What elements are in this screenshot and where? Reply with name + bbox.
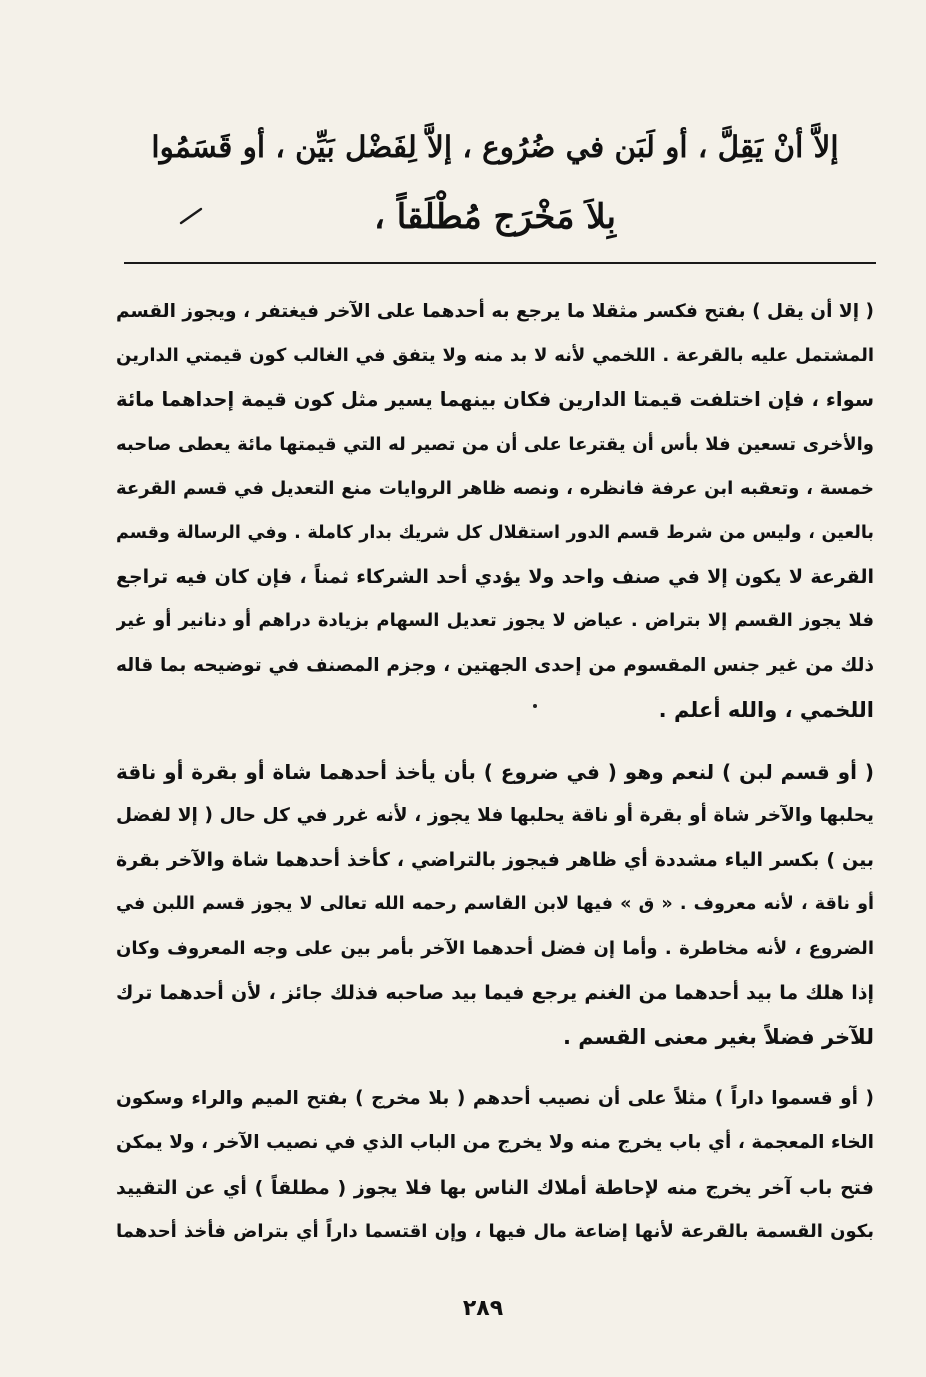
text-line: ( أو قسموا داراً ) مثلاً على أن نصيب أحدهم ( بلا مخرج ) بفتح الميم والراء وسكون [116, 1088, 874, 1110]
text-line: خمسة ، وتعقبه ابن عرفة فانظره ، ونصه ظاهر الروايات منع التعديل في قسم القرعة [116, 477, 874, 499]
text-line: الخاء المعجمة ، أي باب يخرج منه ولا يخرج من الباب الذي في نصيب الآخر ، ولا يمكن [116, 1132, 874, 1154]
verse-line: بِلاَ مَخْرَج مُطْلَقاً ، [373, 197, 617, 237]
pen-stroke-mark [178, 206, 204, 226]
text-line: إذا هلك ما بيد أحدهما من الغنم يرجع فيما بيد صاحبه فذلك جائز ، لأن أحدهما ترك [116, 981, 874, 1004]
verse-block [150, 112, 840, 252]
text-line: بالعين ، وليس من شرط قسم الدور استقلال كل شريك بدار كاملة . وفي الرسالة وقسم [116, 522, 874, 543]
text-line: اللخمي ، والله أعلم . [658, 697, 874, 722]
commentary-body [116, 290, 874, 1254]
text-line: ( أو قسم لبن ) لنعم وهو ( في ضروع ) بأن يأخذ أحدهما شاة أو بقرة أو ناقة [116, 759, 874, 784]
text-line: القرعة لا يكون إلا في صنف واحد ولا يؤدي أحد الشركاء ثمناً ، فإن كان فيه تراجع [116, 566, 874, 589]
ink-speck [533, 704, 537, 708]
text-line: ( إلا أن يقل ) بفتح فكسر مثقلا ما يرجع به أحدهما على الآخر فيغتفر ، ويجوز القسم [116, 301, 874, 322]
text-line: والأخرى تسعين فلا بأس أن يقترعا على أن من تصير له التي قيمتها مائة يعطى صاحبه [116, 433, 874, 455]
commentary-paragraph [116, 290, 874, 732]
commentary-paragraph [116, 1077, 874, 1254]
text-line: يحلبها والآخر شاة أو بقرة أو ناقة يحلبها فلا يجوز ، لأنه غرر في كل حال ( إلا لفضل [116, 805, 874, 827]
text-line: بكون القسمة بالقرعة لأنها إضاعة مال فيها ، وإن اقتسما داراً أي بتراض فأخذ أحدهما [116, 1220, 874, 1242]
page-number: ٢٨٩ [462, 1296, 504, 1321]
text-line: بين ) بكسر الياء مشددة أي ظاهر فيجوز بالتراضي ، كأخذ أحدهما شاة والآخر بقرة [116, 849, 874, 872]
text-line: سواء ، فإن اختلفت قيمتا الدارين فكان بينهما يسير مثل كون قيمة إحداهما مائة [116, 388, 874, 412]
text-line: أو ناقة ، لأنه معروف . « ق » فيها لابن القاسم رحمه الله تعالى لا يجوز قسم اللبن في [116, 894, 874, 915]
verse-line: إلاَّ أنْ يَقِلَّ ، أو لَبَن في ضُرُوع ، إلاَّ لِفَضْل بَيِّن ، أو قَسَمُوا [151, 129, 839, 164]
text-line: المشتمل عليه بالقرعة . اللخمي لأنه لا بد منه ولا يتفق في الغالب كون قيمتي الدارين [116, 345, 874, 367]
text-line: فتح باب آخر يخرج منه لإحاطة أملاك الناس بها فلا يجوز ( مطلقاً ) أي عن التقييد [116, 1176, 874, 1199]
section-divider [124, 262, 876, 264]
text-line: فلا يجوز القسم إلا بتراض . عياض لا يجوز تعديل السهام بزيادة دراهم أو دنانير أو غير [116, 610, 874, 632]
text-line: للآخر فضلاً بغير معنى القسم . [562, 1025, 874, 1049]
commentary-paragraph [116, 750, 874, 1059]
text-line: ذلك من غير جنس المقسوم من إحدى الجهتين ، وجزم المصنف في توضيحه بما قاله [116, 654, 874, 676]
text-line: الضروع ، لأنه مخاطرة . وأما إن فضل أحدهما الآخر بأمر بين على وجه المعروف وكان [116, 937, 874, 959]
